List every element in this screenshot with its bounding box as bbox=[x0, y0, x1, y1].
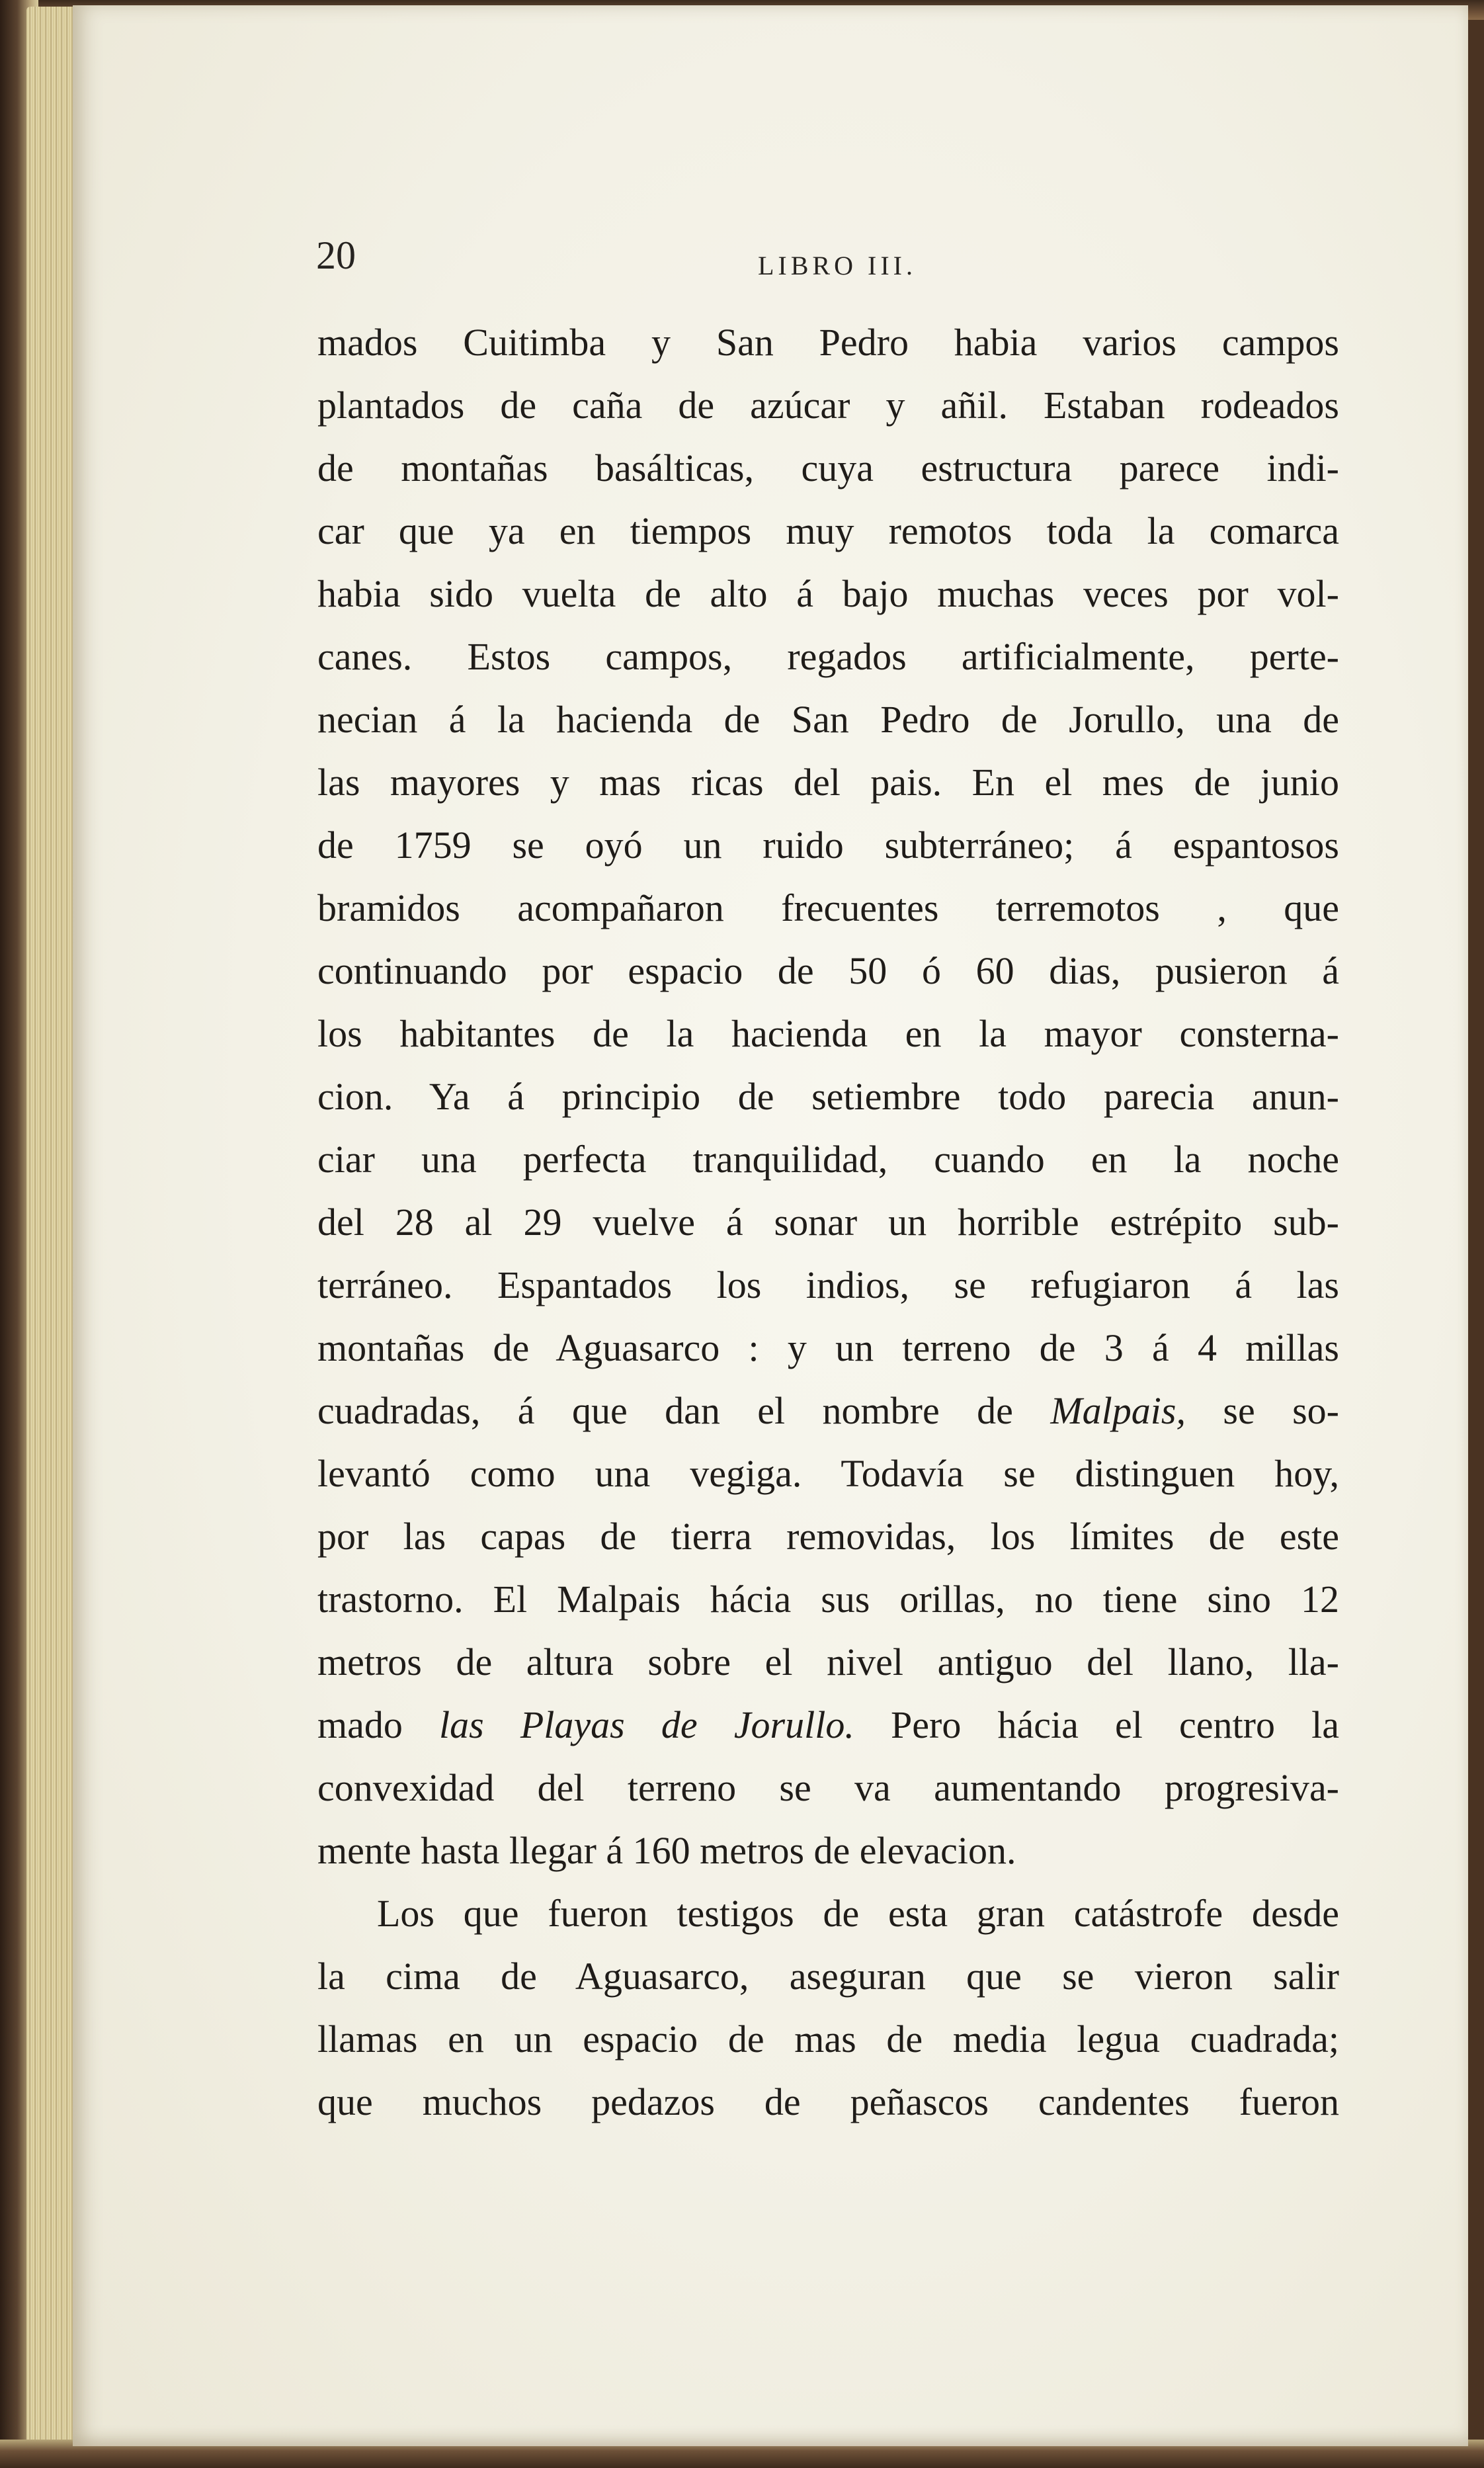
text-line: habia sido vuelta de alto á bajo muchas veces por vol- bbox=[317, 572, 1339, 615]
text-line: convexidad del terreno se va aumentando progresiva- bbox=[317, 1766, 1339, 1809]
text-line: llamas en un espacio de mas de media legua cuadrada; bbox=[317, 2018, 1339, 2061]
text-line: terráneo. Espantados los indios, se refugiaron á las bbox=[317, 1263, 1339, 1306]
text-line: los habitantes de la hacienda en la mayor consterna- bbox=[317, 1012, 1339, 1055]
text-line: continuando por espacio de 50 ó 60 dias, pusieron á bbox=[317, 949, 1339, 992]
text-line: levantó como una vegiga. Todavía se distinguen hoy, bbox=[317, 1452, 1339, 1495]
body-text bbox=[317, 311, 1339, 2133]
text-line: del 28 al 29 vuelve á sonar un horrible estrépito sub- bbox=[317, 1201, 1339, 1244]
text-run: cuadradas, á que dan el nombre de bbox=[317, 1389, 1051, 1432]
text-line: bramidos acompañaron frecuentes terremotos , que bbox=[317, 886, 1339, 929]
text-run: se so- bbox=[1185, 1389, 1339, 1432]
text-line: las mayores y mas ricas del pais. En el mes de junio bbox=[317, 761, 1339, 804]
page-number: 20 bbox=[316, 234, 356, 277]
text-line: montañas de Aguasarco : y un terreno de 3 á 4 millas bbox=[317, 1326, 1339, 1369]
text-line: Los que fueron testigos de esta gran catástrofe desde bbox=[377, 1892, 1339, 1935]
text-line: car que ya en tiempos muy remotos toda la comarca bbox=[317, 509, 1339, 552]
text-line: ciar una perfecta tranquilidad, cuando en la noche bbox=[317, 1138, 1339, 1181]
italic-term: las Playas de Jorullo. bbox=[439, 1703, 854, 1746]
text-line bbox=[317, 1693, 1339, 1756]
text-line: de montañas basálticas, cuya estructura parece indi- bbox=[317, 447, 1339, 489]
italic-term: Malpais, bbox=[1050, 1389, 1186, 1432]
text-line: de 1759 se oyó un ruido subterráneo; á espantosos bbox=[317, 824, 1339, 867]
text-line: necian á la hacienda de San Pedro de Jorullo, una de bbox=[317, 698, 1339, 741]
text-line: plantados de caña de azúcar y añil. Estaban rodeados bbox=[317, 384, 1339, 427]
text-line: mente hasta llegar á 160 metros de elevacion. bbox=[317, 1829, 1016, 1872]
text-line: canes. Estos campos, regados artificialmente, perte- bbox=[317, 635, 1339, 678]
text-line: mados Cuitimba y San Pedro habia varios campos bbox=[317, 321, 1339, 364]
text-line: metros de altura sobre el nivel antiguo del llano, lla- bbox=[317, 1640, 1339, 1683]
text-run: mado bbox=[317, 1703, 440, 1746]
text-line: trastorno. El Malpais hácia sus orillas, no tiene sino 12 bbox=[317, 1578, 1339, 1621]
running-head: LIBRO III. bbox=[758, 251, 917, 280]
text-line: la cima de Aguasarco, aseguran que se vieron salir bbox=[317, 1955, 1339, 1998]
text-run: Pero hácia el centro la bbox=[854, 1703, 1339, 1746]
text-line: cion. Ya á principio de setiembre todo parecia anun- bbox=[317, 1075, 1339, 1118]
text-line: por las capas de tierra removidas, los límites de este bbox=[317, 1515, 1339, 1558]
text-line: que muchos pedazos de peñascos candentes fueron bbox=[317, 2080, 1339, 2123]
text-line bbox=[317, 1379, 1339, 1442]
